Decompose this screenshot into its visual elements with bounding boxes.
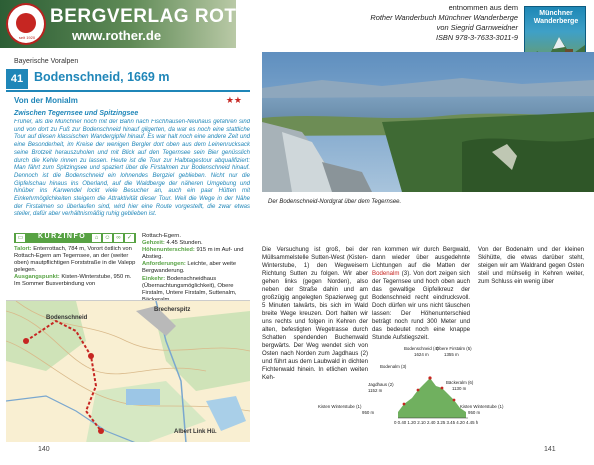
kurzinfo-label: KURZINFO [38, 233, 87, 240]
tour-number-badge: 41 [6, 69, 28, 89]
info-key: Gehzeit: [142, 240, 165, 247]
info-value: Bodenschneidhaus (Übernachtungsmöglichkeit), Obere Firstalm, Untere Firstalm, Suttenalm, [142, 275, 237, 296]
child-icon: ☺ [104, 235, 111, 241]
profile-axis: 0 0.40 1.20 2.10 2.40 3.25 3.45 4.20 4.45 h [394, 420, 479, 425]
difficulty-stars: ★★ [225, 95, 242, 105]
page-number-right: 141 [544, 446, 556, 453]
profile-label: Obere Firstalm (5) [436, 346, 472, 351]
info-value: 915 m im Auf- und Abstieg. [142, 247, 244, 261]
publisher-url[interactable]: www.rother.de [72, 28, 162, 43]
page-header [0, 0, 594, 48]
kurzinfo-right [142, 233, 252, 304]
profile-label: 950 m [362, 410, 375, 415]
info-key: Ausgangspunkt: [14, 274, 60, 281]
photo-caption: Der Bodenschneid-Nordgrat über dem Tegernsee. [268, 199, 402, 205]
bus-icon: ▭ [17, 235, 24, 241]
col2-text: (3). Von dort zeigen sich der Tegernsee und hoch oben auch das gewaltige Gipfelkreuz der Bodenschneid recht eindrucksvoll. Doch dürfen wir uns nicht täuschen lassen: Der Höhenunterschied beträgt noch rund 300 Meter und das bedeutet noch eine knappe Stunde Aufstiegszeit. [372, 270, 470, 341]
tour-start: Von der Monialm [14, 96, 78, 105]
info-value: Kisten-Winterstube, 950 m. Im Sommer Busverbindung von [14, 274, 132, 288]
info-value: Enterrottach, 784 m, Vorort östlich von Rottach-Egern am Tegernsee, an der (weiter oben) mautpflichtigen Forststraße in die Valepp gelegen. [14, 246, 136, 274]
text-column-1: Die Versuchung ist groß, bei der Müllsammelstelle Sutten-West (Kisten-Winterstube, 1) den Wegweisern Richtung Sutten zu folgen. Wir aber gehen links (gegen Norden), also neben der Straße dahin und am großzügig angelegten Spazierweg gut 5 Minuten talwärts, bis sich im Wald breite Wege kreuzen. Dort halten wir uns rechts und folgen in Kehren der alten, befestigten Wegetrasse durch Schatten spendenden Buchenwald bergwärts. Der Weg wendet sich von Osten nach Norden zum Jagdhaus (2) und führt aus dem Laubwald in dichten Fichtenwald hinein. In etlichen weiten Keh- [262, 246, 368, 381]
map-graphic [6, 301, 250, 442]
intro-text: Früher, als die Münchner noch mit der Bahn nach Fischhausen-Neuhaus gefahren sind und von dort zu Fuß zur Bodenschneid hinauf gilgerten, da war es noch eine stattliche Tour auf diesen klassischen Wandergipfel hinauf. Es war halt noch eine andere Zeit und eine Besonderheit, im Kreise der wenigen Bergler dort oben aus dem Leinenrucksack seine Brotzeit herauszuholen und mit Blick auf den Tegernsee sein Bier genüsslich durch die Kehle rinnen zu lassen. Heute ist die Tour zur Halbtagestour abqualifiziert: Man fährt zum Spitzingsee und spaziert über die Firstalmen zur Bodenschneid hinauf. Dennoch ist die Bodenschneid ein lohnendes Bergziel geblieben. Nicht nur die Gipfelschau hinaus ins Oberland, auf die Waldberge der näheren Umgebung und hinüber ins Karwendel lockt viele Besucher an, auch ein paar Hütten mit Einkehrmöglichkeiten steigern die Attraktivität dieser Tour. Weil die Wege in der Nähe der Firstalmen so überlaufen sind, wird hier eine Route vorgestellt, die zwar etwas steiler, dafür aber verhältnismäßig ruhig geblieben ist. [14, 119, 250, 218]
info-key: Einkehr: [142, 275, 166, 282]
info-value: 4.45 Stunden. [164, 240, 203, 247]
profile-label: Jagdhaus (2) [368, 382, 394, 387]
publisher-seal-logo [6, 3, 46, 45]
text-column-2 [372, 246, 470, 342]
seal-emblem-icon [16, 13, 36, 33]
excerpt-line: entnommen aus dem [448, 3, 518, 12]
info-entry [142, 233, 252, 240]
info-value: Leichte, aber weite Bergwanderung. [142, 261, 237, 275]
profile-label: Bodenschneid (4) [404, 346, 439, 351]
bike-icon: ∞ [114, 234, 123, 242]
map-label-summit: Bodenschneid [46, 315, 88, 321]
cover-title: Münchner Wanderberge [533, 10, 579, 25]
map-label-hut: Albert Link Hü. [174, 429, 217, 435]
profile-label: Bäckeralm (6) [446, 380, 474, 385]
place-highlight: Bodenalm [372, 270, 400, 277]
info-entry [142, 247, 252, 261]
info-key: Anforderungen: [142, 261, 186, 268]
region-label: Bayerische Voralpen [14, 58, 79, 65]
text-column-3: Von der Bodenalm und der kleinen Skihütte, die etwas darüber steht, steigen wir am Waldrand gegen Osten steil und mühselig in Kehren weiter, zum Schluss ein wenig über [478, 246, 584, 285]
info-entry [14, 274, 136, 288]
photo-graphic [262, 52, 594, 192]
profile-label: Kisten Winterstube (1) [318, 404, 362, 409]
excerpt-line: Rother Wanderbuch Münchner Wanderberge [370, 13, 518, 22]
info-entry [14, 246, 136, 274]
profile-label: 950 m [468, 410, 481, 415]
info-entry [142, 261, 252, 275]
profile-label: 1624 m [414, 352, 429, 357]
hut-icon: ⌂ [92, 234, 101, 242]
info-entry [142, 240, 252, 247]
kurzinfo-left [14, 246, 136, 289]
intro-heading: Zwischen Tegernsee und Spitzingsee [14, 110, 139, 117]
profile-label: Kisten Winterstube (1) [460, 404, 504, 409]
landscape-photo [262, 52, 594, 192]
profile-label: 1152 m [368, 388, 383, 393]
tour-title: Bodenschneid, 1669 m [34, 70, 170, 84]
elevation-profile [318, 346, 504, 430]
info-value: Rottach-Egern. [142, 233, 181, 239]
publisher-name: BERGVERLAG ROTHER [50, 6, 279, 27]
publisher-banner [0, 0, 279, 48]
excerpt-line: ISBN 978-3-7633-3011-9 [435, 33, 518, 42]
seal-text: seit 1920 [18, 35, 36, 40]
map-label-peak: Brecherspitz [154, 307, 191, 313]
info-key: Höhenunterschied: [142, 247, 195, 254]
title-divider [6, 90, 250, 92]
profile-label: 1130 m [452, 386, 467, 391]
profile-label: 1355 m [444, 352, 459, 357]
kurzinfo-bar [14, 233, 136, 243]
profile-label: Bodenalm (3) [380, 364, 407, 369]
excerpt-source [278, 3, 518, 43]
info-key: Talort: [14, 246, 32, 252]
route-map[interactable] [6, 300, 250, 442]
excerpt-line: von Siegrid Garnweidner [436, 23, 518, 32]
page-number-left: 140 [38, 446, 50, 453]
col2-text: ren kommen wir durch Bergwald, dann wieder über ausgedehnte Lichtungen auf die Matten der [372, 246, 470, 269]
dog-icon: ✓ [126, 235, 133, 241]
